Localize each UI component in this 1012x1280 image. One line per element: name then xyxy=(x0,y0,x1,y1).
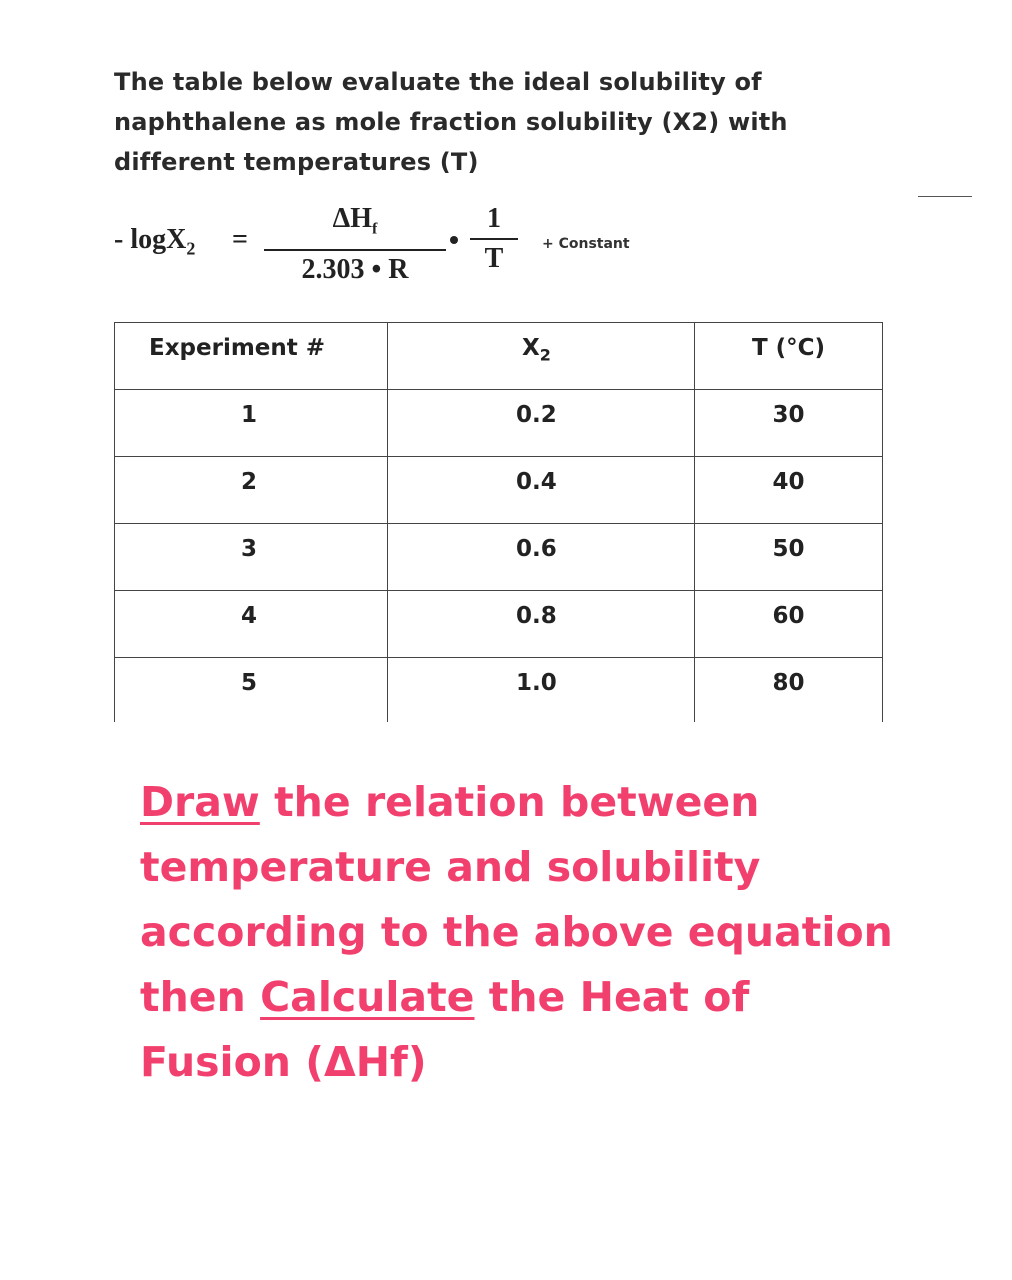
van-t-hoff-equation xyxy=(114,200,714,310)
fraction-t: T xyxy=(484,243,504,274)
draw-keyword: Draw xyxy=(140,778,260,826)
cell-x2: 0.2 xyxy=(388,390,695,457)
cell-x2: 0.4 xyxy=(388,457,695,524)
inverse-temperature-fraction xyxy=(470,202,518,276)
multiply-dot xyxy=(450,236,458,244)
cell-x2: 0.6 xyxy=(388,524,695,591)
table-row xyxy=(115,658,883,722)
table-row xyxy=(115,524,883,591)
cell-experiment: 4 xyxy=(115,591,388,658)
cell-experiment: 3 xyxy=(115,524,388,591)
cell-temperature: 50 xyxy=(695,524,883,591)
table-row xyxy=(115,390,883,457)
fraction-numerator: $\Delta H_f$ xyxy=(332,203,378,238)
equation-lhs: - logX$_2$ xyxy=(114,224,196,259)
table-header-row xyxy=(115,323,883,390)
equation-constant: + Constant xyxy=(542,236,630,252)
header-experiment: Experiment # xyxy=(115,323,388,390)
cell-x2: 0.8 xyxy=(388,591,695,658)
cell-temperature: 80 xyxy=(695,658,883,722)
cell-temperature: 30 xyxy=(695,390,883,457)
side-rule xyxy=(918,196,972,197)
cell-x2: 1.0 xyxy=(388,658,695,722)
task-text-part2: the Heat of Fusion (ΔHf) xyxy=(140,973,750,1086)
header-x2: $X_2$ xyxy=(388,323,695,390)
cell-temperature: 60 xyxy=(695,591,883,658)
cell-temperature: 40 xyxy=(695,457,883,524)
enthalpy-fraction xyxy=(264,202,446,287)
table-row xyxy=(115,591,883,658)
fraction-one: 1 xyxy=(487,203,501,234)
header-temperature: T (°C) xyxy=(695,323,883,390)
solubility-table xyxy=(114,322,883,722)
equation-equals: = xyxy=(232,224,248,255)
fraction-denominator: 2.303 • R xyxy=(301,253,409,285)
cell-experiment: 1 xyxy=(115,390,388,457)
calculate-keyword: Calculate xyxy=(260,973,475,1021)
intro-paragraph: The table below evaluate the ideal solubility of naphthalene as mole fraction solubility (X2) with different temperatures (T) xyxy=(114,68,788,176)
task-instructions xyxy=(140,770,900,1095)
table-row xyxy=(115,457,883,524)
cell-experiment: 2 xyxy=(115,457,388,524)
task-text-part1: the relation between temperature and solubility according to the above equation then xyxy=(140,778,893,1021)
cell-experiment: 5 xyxy=(115,658,388,722)
